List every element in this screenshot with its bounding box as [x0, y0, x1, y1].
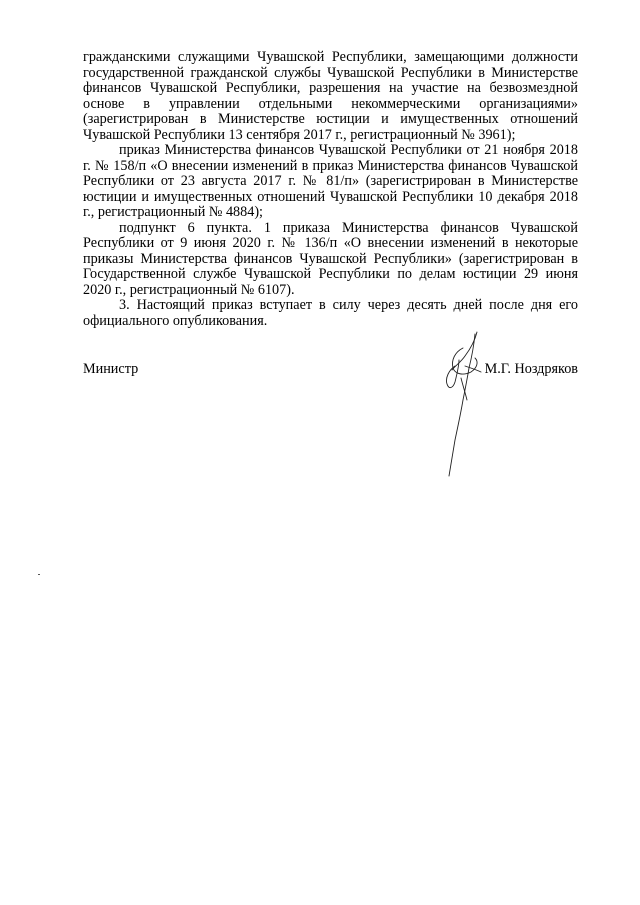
paragraph: 3. Настоящий приказ вступает в силу через десять дней после дня его официального опубликования.: [83, 297, 578, 329]
scan-artifact: [38, 574, 40, 575]
signatory-title: Министр: [83, 361, 139, 377]
paragraph: гражданскими служащими Чувашской Республики, замещающими должности государственной гражданской службы Чувашской Республики в Министерстве финансов Чувашской Республики, разрешения на участие на безвозмездной основе в управлении отдельными некоммерческими организациями» (зарегистрирован в Министерстве юстиции и имущественных отношений Чувашской Республики 13 сентября 2017 г., регистрационный № 3961);: [83, 49, 578, 143]
signatory-name: М.Г. Ноздряков: [484, 361, 578, 377]
paragraph: подпункт 6 пункта. 1 приказа Министерства финансов Чувашской Республики от 9 июня 2020 г. № 136/п «О внесении изменений в некоторые приказы Министерства финансов Чувашской Республики» (зарегистрирован в Государственной службе Чувашской Республики по делам юстиции 29 июня 2020 г., регистрационный № 6107).: [83, 219, 578, 298]
paragraph: приказ Министерства финансов Чувашской Республики от 21 ноября 2018 г. № 158/п «О внесении изменений в приказ Министерства финансов Чувашской Республики от 23 августа 2017 г. № 81/п» (зарегистрирован в Министерстве юстиции и имущественных отношений Чувашской Республики 10 декабря 2018 г., регистрационный № 4884);: [83, 142, 578, 220]
document-body: [83, 50, 578, 329]
handwritten-signature: [425, 330, 505, 480]
